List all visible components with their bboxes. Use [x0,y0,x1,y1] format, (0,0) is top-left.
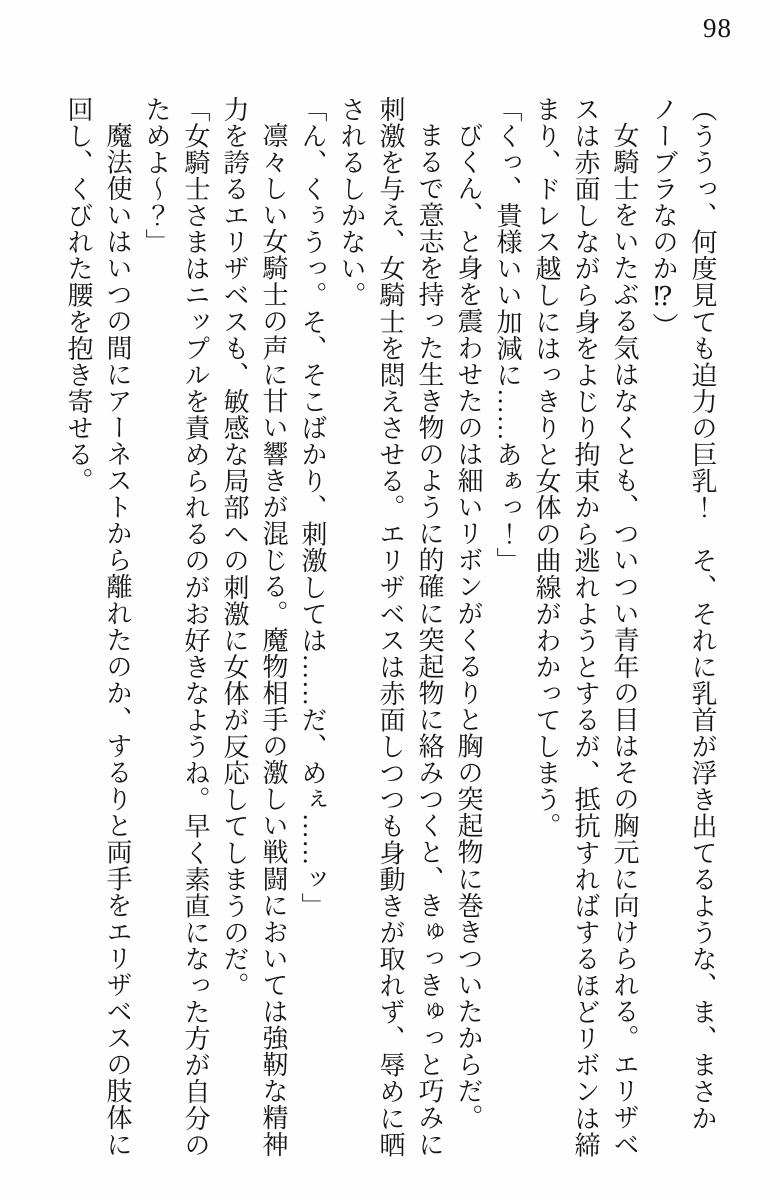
novel-paragraph-thought: （ううっ、何度見ても迫力の巨乳！ そ、それに乳首が浮き出てるような、ま、まさかノーブラなのか⁉） [649,96,717,1132]
novel-paragraph-dialogue: 「ん、くぅうっ。そ、そこばかり、刺激しては……だ、めぇ……ッ」 [298,96,327,920]
novel-paragraph-dialogue: 「女騎士さまはニップルを責められるのがお好きなようね。早く素直になった方が自分のためよ～？」 [142,96,210,1158]
novel-paragraph-dialogue: 「くっ、貴様いい加減に……あぁっ！」 [493,96,522,574]
novel-paragraph-narration: 凛々しい女騎士の声に甘い響きが混じる。魔物相手の激しい戦闘においては強靭な精神力を誇るエリザベスも、敏感な局部への刺激に女体が反応してしまうのだ。 [220,96,288,1158]
novel-paragraph-narration: 女騎士をいたぶる気はなくとも、ついつい青年の目はその胸元に向けられる。エリザベスは赤面しながら身をよじり拘束から逃れようとするが、抵抗すればするほどリボンは締まり、ドレス越しにはっきりと女体の曲線がわかってしまう。 [532,96,639,1158]
novel-paragraph-narration: びくん、と身を震わせたのは細いリボンがくるりと胸の突起物に巻きついたからだ。 [454,122,483,1131]
novel-paragraph-narration: 魔法使いはいつの間にアーネストから離れたのか、するりと両手をエリザベスの肢体に回し、くびれた腰を抱き寄せる。 [64,96,132,1158]
vertical-text-block [59,96,722,1160]
novel-paragraph-narration: まるで意志を持った生き物のように的確に突起物に絡みつくと、きゅっきゅっと巧みに刺激を与え、女騎士を悶えさせる。エリザベスは赤面しつつも身動きが取れず、辱めに晒されるしかない。 [337,96,444,1158]
page-number: 98 [703,13,732,43]
